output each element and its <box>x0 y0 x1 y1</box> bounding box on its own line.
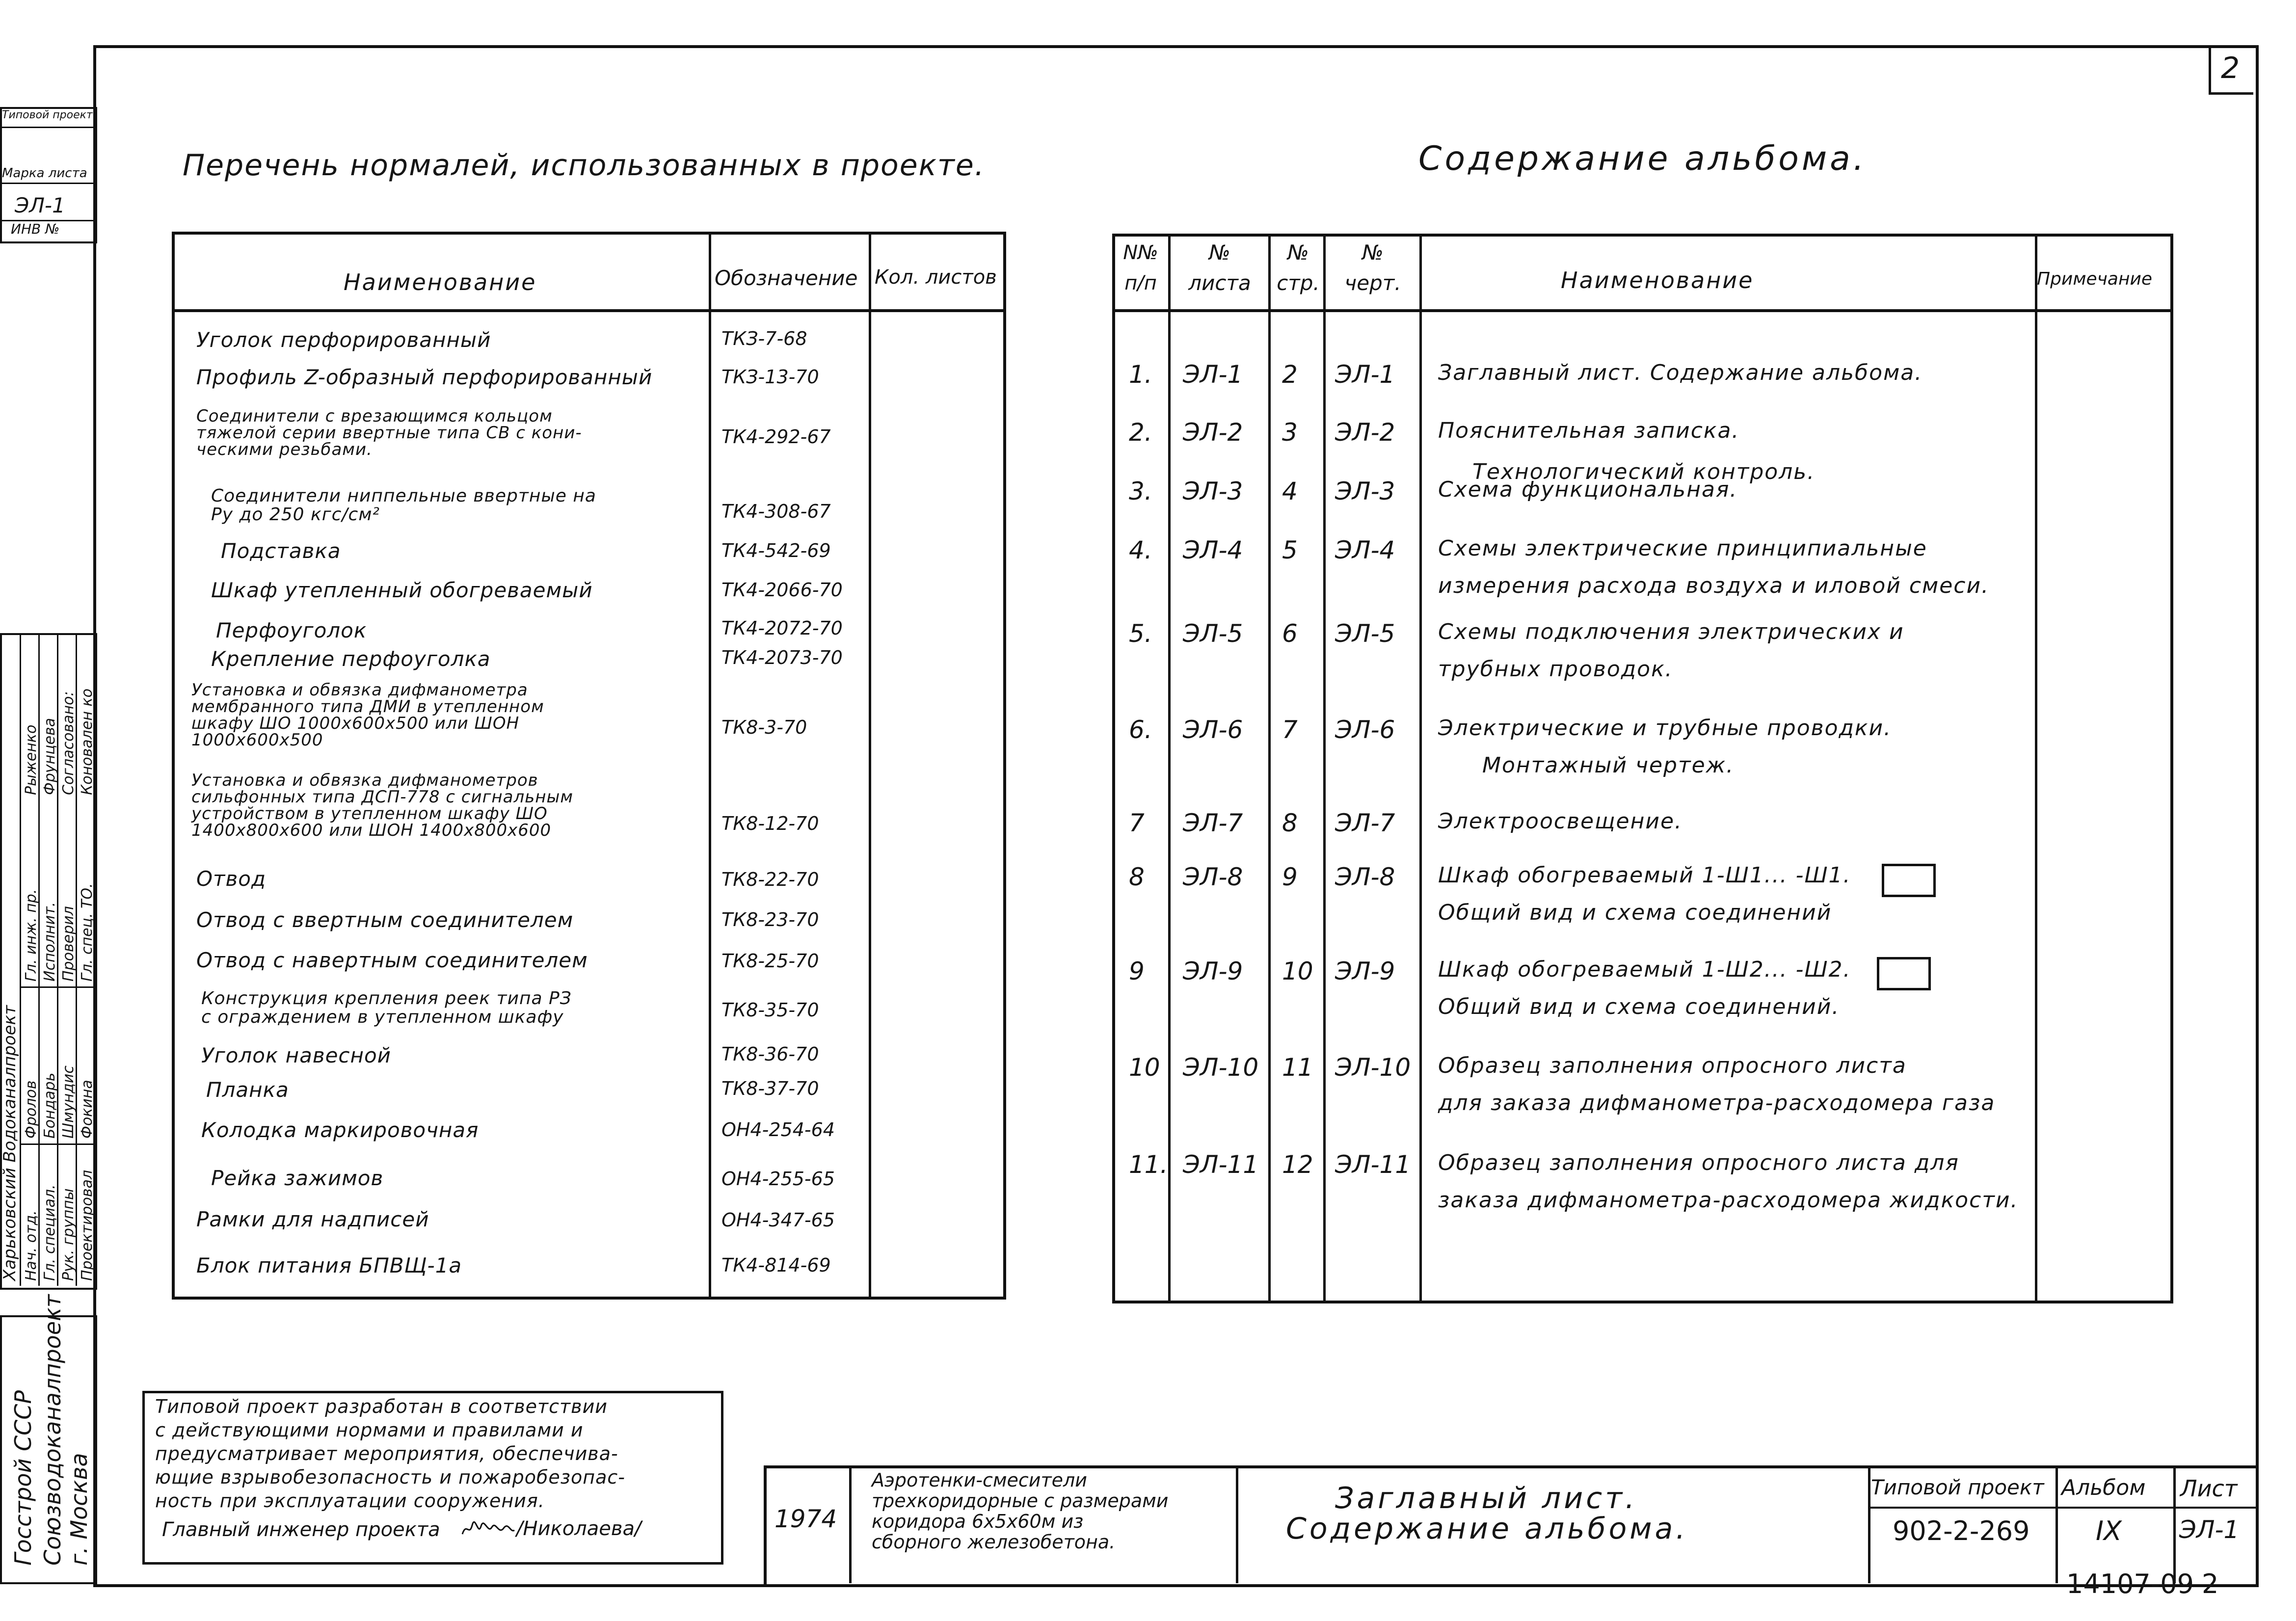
norm-name-line: Перфоуголок <box>216 618 367 642</box>
approval-name-b: Коновален ко <box>79 689 96 795</box>
blank-box <box>1882 864 1936 897</box>
contents-n: 1. <box>1129 360 1152 389</box>
contents-n: 2. <box>1129 418 1152 447</box>
approval-institute: Харьковский Водоканалпроект <box>0 1005 20 1281</box>
norm-code: ТК4-2066-70 <box>721 579 843 601</box>
archive-page: 2 <box>2202 1568 2219 1599</box>
project-label: Типовой проект <box>1871 1475 2044 1499</box>
contents-sheet: ЭЛ-7 <box>1183 809 1243 837</box>
approval-name: Бондарь <box>41 1072 58 1139</box>
approval-name-b: Согласовано: <box>60 691 77 795</box>
approval-strip-divider <box>20 986 93 988</box>
contents-drawing: ЭЛ-3 <box>1335 477 1395 505</box>
left-section-title: Перечень нормалей, использованных в проекте. <box>183 148 985 183</box>
norm-name-line: Колодка маркировочная <box>201 1118 479 1142</box>
contents-page: 11 <box>1282 1053 1313 1082</box>
norm-code: ТК4-2073-70 <box>721 647 843 668</box>
contents-table-header-line <box>1112 309 2173 312</box>
norms-header-name: Наименование <box>344 269 537 295</box>
contents-header-page: № стр. <box>1277 240 1320 295</box>
norm-name-line: Конструкция крепления реек типа РЗ <box>201 988 572 1009</box>
contents-header-note: Примечание <box>2037 269 2153 289</box>
album-label: Альбом <box>2061 1475 2146 1500</box>
contents-name-line: Образец заполнения опросного листа для <box>1438 1150 1959 1175</box>
norms-header-sheets: Кол. листов <box>875 266 997 289</box>
approval-role-b: Проверил <box>60 906 77 982</box>
title-block-divider <box>1868 1507 2256 1509</box>
norm-name-line: Отвод <box>196 867 267 891</box>
norm-name-line: сильфонных типа ДСП-778 с сигнальным <box>191 787 573 807</box>
contents-drawing: ЭЛ-2 <box>1335 418 1395 447</box>
approval-name: Фролов <box>23 1080 40 1139</box>
norm-name-line: Ру до 250 кгс/см² <box>211 505 380 525</box>
contents-sheet: ЭЛ-3 <box>1183 477 1243 505</box>
approval-role: Проектировал <box>79 1169 96 1281</box>
norm-name-line: Отвод с навертным соединителем <box>196 948 588 972</box>
norm-name-line: Отвод с ввертным соединителем <box>196 908 574 932</box>
description-line: коридора 6х5х60м из <box>872 1511 1084 1532</box>
norm-name-line: Планка <box>206 1078 289 1102</box>
contents-drawing: ЭЛ-5 <box>1335 619 1395 648</box>
contents-page: 3 <box>1282 418 1298 447</box>
norm-name-line: Профиль Z-образный перфорированный <box>196 365 653 389</box>
approval-strip-divider <box>20 1143 93 1145</box>
contents-n: 10 <box>1129 1053 1160 1082</box>
contents-n: 8 <box>1129 863 1145 891</box>
norm-code: ТК4-542-69 <box>721 540 831 561</box>
right-section-title: Содержание альбома. <box>1418 139 1867 178</box>
contents-sheet: ЭЛ-9 <box>1183 957 1243 985</box>
contents-sheet: ЭЛ-10 <box>1183 1053 1259 1082</box>
note-line: ность при эксплуатации сооружения. <box>155 1490 545 1512</box>
approval-role: Нач. отд. <box>23 1210 40 1281</box>
title-block-divider <box>1868 1465 1870 1583</box>
norms-table-header-line <box>172 309 1006 312</box>
norm-name-line: Шкаф утепленный обогреваемый <box>211 578 593 602</box>
norm-name-line: Рамки для надписей <box>196 1207 429 1231</box>
contents-name-line: Общий вид и схема соединений <box>1438 900 1832 925</box>
approval-name-b: Рыженко <box>23 724 40 795</box>
norm-code: ТК4-292-67 <box>721 426 831 448</box>
norm-name-line: Соединители ниппельные ввертные на <box>211 486 596 506</box>
org-line: Госстрой СССР <box>10 1390 36 1566</box>
contents-name-line: Электроосвещение. <box>1438 809 1683 834</box>
contents-sheet: ЭЛ-6 <box>1183 716 1243 744</box>
norm-name-line: Подставка <box>221 539 341 563</box>
approval-role-b: Исполнит. <box>41 902 58 982</box>
contents-col-divider <box>1168 234 1171 1303</box>
page-number: 2 <box>2221 51 2240 85</box>
title-year: 1974 <box>774 1505 837 1533</box>
contents-col-divider <box>1268 234 1271 1303</box>
contents-page: 6 <box>1282 619 1298 648</box>
norm-code: ТК8-22-70 <box>721 869 819 890</box>
stamp-sheet-mark-label: Марка листа <box>2 166 87 181</box>
norm-code: ТКЗ-13-70 <box>721 366 819 388</box>
norm-name-line: Рейка зажимов <box>211 1166 384 1190</box>
contents-n: 7 <box>1129 809 1145 837</box>
contents-drawing: ЭЛ-8 <box>1335 863 1395 891</box>
contents-header-name: Наименование <box>1561 267 1754 293</box>
norm-code: ТКЗ-7-68 <box>721 328 807 349</box>
contents-header-sheet: № листа <box>1188 240 1251 295</box>
contents-n: 9 <box>1129 957 1145 985</box>
norm-name-line: Уголок навесной <box>201 1043 391 1067</box>
approval-role: Рук. группы <box>60 1188 77 1281</box>
sheet-number: ЭЛ-1 <box>2179 1515 2240 1544</box>
note-line: предусматривает мероприятия, обеспечива- <box>155 1443 618 1464</box>
note-line: ющие взрывобезопасность и пожаробезопас- <box>155 1466 625 1488</box>
engineer-line: Главный инженер проекта <box>162 1518 440 1541</box>
title-block-divider <box>849 1465 852 1583</box>
norm-name-line: с ограждением в утепленном шкафу <box>201 1007 564 1027</box>
contents-col-divider <box>1323 234 1326 1303</box>
contents-drawing: ЭЛ-4 <box>1335 536 1395 564</box>
norm-name-line: Уголок перфорированный <box>196 328 491 352</box>
contents-page: 10 <box>1282 957 1313 985</box>
norm-name-line: Соединители с врезающимся кольцом <box>196 406 553 426</box>
contents-name-line: заказа дифманометра-расходомера жидкости. <box>1438 1188 2019 1213</box>
contents-page: 9 <box>1282 863 1298 891</box>
contents-col-divider <box>1419 234 1422 1303</box>
contents-name-line: Технологический контроль. <box>1472 459 1815 484</box>
sheet-title-line-2: Содержание альбома. <box>1286 1512 1688 1546</box>
contents-n: 11. <box>1129 1150 1168 1179</box>
norm-code: ТК4-814-69 <box>721 1254 831 1276</box>
norms-col-divider <box>869 232 871 1300</box>
norm-code: ТК8-36-70 <box>721 1043 819 1065</box>
contents-page: 2 <box>1282 360 1298 389</box>
contents-n: 5. <box>1129 619 1152 648</box>
approval-role-b: Гл. инж. пр. <box>23 889 40 982</box>
approval-name: Шмундис <box>60 1065 77 1139</box>
contents-name-line: Пояснительная записка. <box>1438 418 1740 443</box>
contents-sheet: ЭЛ-11 <box>1183 1150 1259 1179</box>
norms-col-divider <box>709 232 711 1300</box>
contents-drawing: ЭЛ-10 <box>1335 1053 1411 1082</box>
contents-name-line: Электрические и трубные проводки. <box>1438 716 1892 741</box>
norm-name-line: Крепление перфоуголка <box>211 647 491 671</box>
norm-name-line: шкафу ШО 1000х600х500 или ШОН <box>191 714 520 733</box>
stamp-divider <box>0 183 93 184</box>
stamp-sheet-mark: ЭЛ-1 <box>15 193 65 217</box>
norm-name-line: Блок питания БПВЩ-1а <box>196 1253 462 1277</box>
contents-n: 4. <box>1129 536 1152 564</box>
contents-name-line: Заглавный лист. Содержание альбома. <box>1438 360 1923 385</box>
note-line: с действующими нормами и правилами и <box>155 1419 584 1441</box>
contents-page: 4 <box>1282 477 1298 505</box>
contents-sheet: ЭЛ-4 <box>1183 536 1243 564</box>
archive-number: 14107-09 <box>2066 1568 2194 1599</box>
note-line: Типовой проект разработан в соответствии <box>155 1396 608 1417</box>
contents-name-line: Шкаф обогреваемый 1-Ш1... -Ш1. <box>1438 863 1851 888</box>
title-block-divider <box>2056 1465 2058 1583</box>
norm-name-line: устройством в утепленном шкафу ШО <box>191 804 548 824</box>
org-line: г. Москва <box>66 1453 92 1566</box>
contents-name-line: Монтажный чертеж. <box>1482 753 1735 778</box>
norm-name-line: 1400х800х600 или ШОН 1400х800х600 <box>191 821 552 840</box>
project-number: 902-2-269 <box>1893 1515 2030 1546</box>
contents-sheet: ЭЛ-1 <box>1183 360 1243 389</box>
contents-n: 3. <box>1129 477 1152 505</box>
engineer-signature <box>461 1519 515 1539</box>
norm-code: ОН4-255-65 <box>721 1168 835 1190</box>
approval-name-b: Фрунцева <box>41 717 58 795</box>
contents-name-line: Образец заполнения опросного листа <box>1438 1053 1907 1078</box>
norm-code: ОН4-347-65 <box>721 1209 835 1231</box>
stamp-divider <box>0 127 93 128</box>
approval-name: Фокина <box>79 1080 96 1139</box>
norm-name-line: мембранного типа ДМИ в утепленном <box>191 697 544 717</box>
contents-name-line: измерения расхода воздуха и иловой смеси. <box>1438 573 1990 598</box>
contents-drawing: ЭЛ-6 <box>1335 716 1395 744</box>
sheet-label: Лист <box>2180 1475 2238 1502</box>
norm-code: ТК8-25-70 <box>721 950 819 972</box>
org-line: Союзводоканалпроект <box>39 1294 66 1566</box>
contents-sheet: ЭЛ-8 <box>1183 863 1243 891</box>
norm-code: ТК8-35-70 <box>721 999 819 1021</box>
norm-code: ТК4-308-67 <box>721 501 831 522</box>
signature-scribble-icon <box>461 1519 515 1539</box>
contents-page: 12 <box>1282 1150 1313 1179</box>
contents-name-line: Схема функциональная. <box>1438 477 1738 502</box>
contents-header-npp: N№ п/п <box>1123 241 1158 294</box>
norm-code: ТК4-2072-70 <box>721 617 843 639</box>
description-line: сборного железобетона. <box>872 1531 1116 1553</box>
contents-drawing: ЭЛ-11 <box>1335 1150 1411 1179</box>
norms-header-designation: Обозначение <box>715 266 858 290</box>
contents-n: 6. <box>1129 716 1152 744</box>
title-block-divider <box>2173 1465 2176 1583</box>
contents-name-line: трубных проводок. <box>1438 657 1673 682</box>
description-line: трехкоридорные с размерами <box>872 1490 1169 1512</box>
contents-header-drawing: № черт. <box>1344 240 1401 295</box>
contents-page: 8 <box>1282 809 1298 837</box>
approval-role-b: Гл. спец. ТО. <box>79 883 96 982</box>
contents-name-line: для заказа дифманометра-расходомера газа <box>1438 1090 1996 1116</box>
contents-sheet: ЭЛ-2 <box>1183 418 1243 447</box>
norm-name-line: Установка и обвязка дифманометра <box>191 680 528 700</box>
stamp-typical-project: Типовой проект <box>2 109 93 121</box>
norm-name-line: тяжелой серии ввертные типа СВ с кони- <box>196 423 582 443</box>
norm-code: ОН4-254-64 <box>721 1119 835 1141</box>
stamp-inventory-label: ИНВ № <box>11 221 60 237</box>
title-block-divider <box>1236 1465 1238 1583</box>
contents-drawing: ЭЛ-7 <box>1335 809 1395 837</box>
contents-drawing: ЭЛ-1 <box>1335 360 1395 389</box>
contents-name-line: Общий вид и схема соединений. <box>1438 994 1840 1019</box>
engineer-name: /Николаева/ <box>516 1517 641 1540</box>
norm-code: ТК8-3-70 <box>721 717 807 738</box>
norm-code: ТК8-37-70 <box>721 1078 819 1099</box>
album-number: IX <box>2096 1515 2122 1546</box>
norm-name-line: ческими резьбами. <box>196 440 373 459</box>
description-line: Аэротенки-смесители <box>872 1469 1087 1491</box>
contents-name-line: Схемы электрические принципиальные <box>1438 536 1927 561</box>
norm-code: ТК8-12-70 <box>721 813 819 834</box>
sheet-title-line-1: Заглавный лист. <box>1335 1481 1638 1515</box>
norm-code: ТК8-23-70 <box>721 909 819 930</box>
contents-drawing: ЭЛ-9 <box>1335 957 1395 985</box>
norm-name-line: 1000х600х500 <box>191 730 323 750</box>
contents-sheet: ЭЛ-5 <box>1183 619 1243 648</box>
approval-strip-divider <box>20 633 21 1286</box>
contents-page: 5 <box>1282 536 1298 564</box>
contents-name-line: Схемы подключения электрических и <box>1438 619 1904 644</box>
contents-col-divider <box>2035 234 2037 1303</box>
norm-name-line: Установка и обвязка дифманометров <box>191 771 538 790</box>
contents-page: 7 <box>1282 716 1298 744</box>
blank-box <box>1877 957 1931 990</box>
contents-name-line: Шкаф обогреваемый 1-Ш2... -Ш2. <box>1438 957 1851 982</box>
approval-role: Гл. специал. <box>41 1184 58 1281</box>
